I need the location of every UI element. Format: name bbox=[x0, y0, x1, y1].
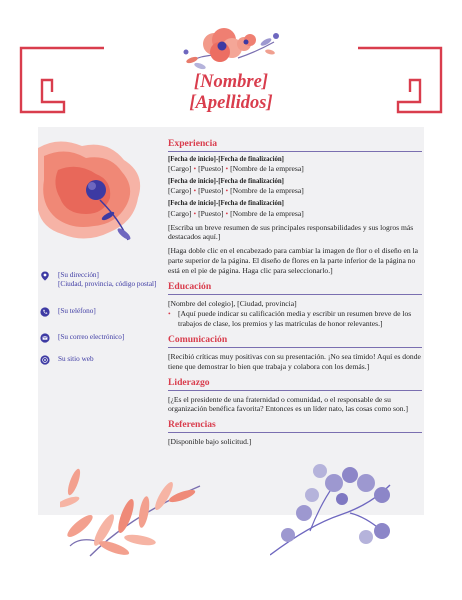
job-entry bbox=[168, 178, 422, 195]
email-icon bbox=[40, 333, 50, 343]
job-position[interactable]: [Puesto] bbox=[198, 164, 224, 174]
experience-section bbox=[168, 138, 422, 276]
website-text[interactable]: Su sitio web bbox=[58, 355, 94, 363]
separator-dot: • bbox=[193, 164, 197, 174]
email-text[interactable]: [Su correo electrónico] bbox=[58, 333, 125, 341]
education-bullet-text[interactable]: [Aquí puede indicar su calificación media y escribir un resumen breve de los trabajos de clase, los premios y las matrículas de honor relevantes.] bbox=[178, 309, 412, 329]
experience-title: Experiencia bbox=[168, 138, 422, 152]
separator-dot: • bbox=[225, 186, 229, 196]
job-position[interactable]: [Puesto] bbox=[198, 186, 224, 196]
job-role[interactable]: [Cargo] bbox=[168, 208, 192, 218]
header-flower-illustration bbox=[178, 22, 284, 76]
education-school[interactable]: [Nombre del colegio], [Ciudad, provincia] bbox=[168, 298, 297, 308]
education-bullet bbox=[168, 309, 422, 329]
education-title: Educación bbox=[168, 281, 422, 295]
separator-dot: • bbox=[193, 208, 197, 218]
sidebar-flower-illustration bbox=[38, 140, 155, 250]
communication-text[interactable]: [Recibió críticas muy positivas con su presentación. ¡No sea tímido! Aquí es donde tiene que demostrar lo bien que trabaja y colabora con los demás.] bbox=[168, 351, 421, 371]
references-title: Referencias bbox=[168, 419, 422, 433]
phone-text[interactable]: [Su teléfono] bbox=[58, 307, 96, 315]
leadership-section bbox=[168, 377, 422, 415]
experience-summary[interactable]: [Escriba un breve resumen de sus principales responsabilidades y sus logros más destacados aquí.] bbox=[168, 222, 414, 242]
right-corner-ornament bbox=[356, 40, 444, 116]
left-corner-ornament bbox=[18, 40, 106, 116]
bottom-leaves-illustration bbox=[60, 456, 210, 566]
job-company[interactable]: [Nombre de la empresa] bbox=[230, 164, 304, 174]
job-entry bbox=[168, 200, 422, 217]
references-text[interactable]: [Disponible bajo solicitud.] bbox=[168, 437, 252, 447]
communication-title: Comunicación bbox=[168, 334, 422, 348]
separator-dot: • bbox=[225, 164, 229, 174]
education-section bbox=[168, 281, 422, 329]
separator-dot: • bbox=[225, 208, 229, 218]
job-entry bbox=[168, 156, 422, 173]
job-role[interactable]: [Cargo] bbox=[168, 186, 192, 196]
phone-icon bbox=[40, 307, 50, 317]
website-icon bbox=[40, 355, 50, 365]
communication-section bbox=[168, 334, 422, 372]
name-block bbox=[140, 72, 322, 114]
job-dates[interactable]: [Fecha de inicio]-[Fecha de finalización] bbox=[168, 178, 284, 186]
bottom-berries-illustration bbox=[270, 455, 400, 565]
references-section bbox=[168, 419, 422, 447]
main-column bbox=[168, 138, 422, 452]
job-position[interactable]: [Puesto] bbox=[198, 208, 224, 218]
job-company[interactable]: [Nombre de la empresa] bbox=[230, 186, 304, 196]
job-company[interactable]: [Nombre de la empresa] bbox=[230, 208, 304, 218]
job-dates[interactable]: [Fecha de inicio]-[Fecha de finalización] bbox=[168, 156, 284, 163]
first-name[interactable]: [Nombre] bbox=[194, 72, 268, 92]
job-dates[interactable]: [Fecha de inicio]-[Fecha de finalización] bbox=[168, 200, 284, 208]
leadership-text[interactable]: [¿Es el presidente de una fraternidad o comunidad, o el responsable de su organización benéfica favorita? Entonces es un líder nato, las cosas como son.] bbox=[168, 394, 409, 414]
leadership-title: Liderazgo bbox=[168, 377, 422, 391]
job-role[interactable]: [Cargo] bbox=[168, 164, 192, 174]
location-pin-icon bbox=[40, 271, 50, 281]
bullet-dot: • bbox=[168, 309, 171, 319]
separator-dot: • bbox=[193, 186, 197, 196]
city-line[interactable]: [Ciudad, provincia, código postal] bbox=[58, 280, 157, 288]
last-name[interactable]: [Apellidos] bbox=[189, 93, 273, 113]
address-line[interactable]: [Su dirección] bbox=[58, 271, 99, 279]
experience-note[interactable]: [Haga doble clic en el encabezado para cambiar la imagen de flor o el diseño en la parte superior de la página. El diseño de flores en la parte inferior de la página no está en el pie de página. Haga clic para seleccionarlo.] bbox=[168, 246, 419, 275]
